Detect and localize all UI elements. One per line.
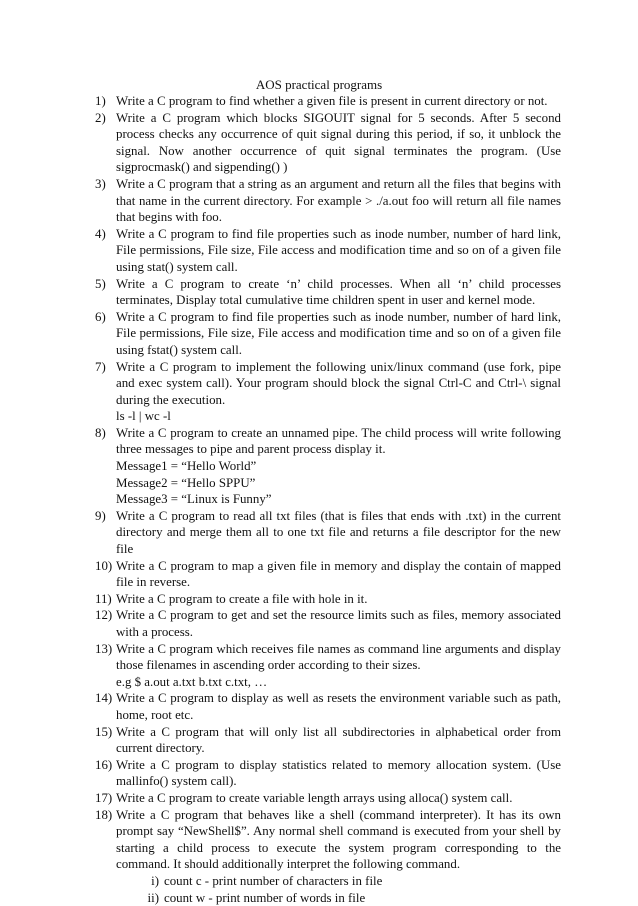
item-text: Write a C program to get and set the resource limits such as files, memory associated with a process. — [116, 607, 561, 640]
item-text: Write a C program to find whether a given file is present in current directory or not. — [116, 93, 561, 110]
item-body — [116, 757, 561, 790]
sub-list-item — [138, 873, 561, 890]
item-number: 11) — [95, 591, 116, 608]
item-number: 16) — [95, 757, 116, 790]
list-item — [95, 425, 561, 508]
item-body — [116, 309, 561, 359]
item-number: 4) — [95, 226, 116, 276]
item-text: Write a C program that a string as an argument and return all the files that begins with that name in the current directory. For example > ./a.out foo will return all file names that begins with foo. — [116, 176, 561, 226]
item-text: Write a C program to map a given file in memory and display the contain of mapped file in reverse. — [116, 558, 561, 591]
list-item — [95, 309, 561, 359]
item-body — [116, 724, 561, 757]
item-body — [116, 425, 561, 508]
item-body — [116, 641, 561, 691]
item-example-line: Message3 = “Linux is Funny” — [116, 491, 561, 508]
item-number: 12) — [95, 607, 116, 640]
list-item — [95, 690, 561, 723]
item-body — [116, 359, 561, 425]
item-text: Write a C program to find file properties such as inode number, number of hard link, File permissions, File size, File access and modification time and so on of a given file using fstat() system call. — [116, 309, 561, 359]
list-item — [95, 607, 561, 640]
item-text: Write a C program to read all txt files (that is files that ends with .txt) in the current directory and merge them all to one txt file and returns a file descriptor for the new file — [116, 508, 561, 558]
item-text: Write a C program to create ‘n’ child processes. When all ‘n’ child processes terminates, Display total cumulative time children spent in user and kernel mode. — [116, 276, 561, 309]
list-item — [95, 641, 561, 691]
item-text: Write a C program to create a file with hole in it. — [116, 591, 561, 608]
item-body — [116, 807, 561, 906]
item-body — [116, 176, 561, 226]
sub-item-number: ii) — [138, 890, 164, 906]
item-text: Write a C program to display as well as resets the environment variable such as path, home, root etc. — [116, 690, 561, 723]
sub-item-text: count w - print number of words in file — [164, 890, 561, 906]
list-item — [95, 724, 561, 757]
list-item — [95, 508, 561, 558]
item-body — [116, 93, 561, 110]
item-number: 5) — [95, 276, 116, 309]
item-text: Write a C program that will only list all subdirectories in alphabetical order from current directory. — [116, 724, 561, 757]
item-text: Write a C program to create variable length arrays using alloca() system call. — [116, 790, 561, 807]
item-number: 18) — [95, 807, 116, 906]
list-item — [95, 591, 561, 608]
item-text: Write a C program which blocks SIGOUIT signal for 5 seconds. After 5 second process checks any occurrence of quit signal during this period, if so, it unblock the signal. Now another occurrence of quit signal terminates the program. (Use sigprocmask() and sigpending() ) — [116, 110, 561, 176]
item-body — [116, 607, 561, 640]
program-list — [95, 93, 561, 906]
item-number: 9) — [95, 508, 116, 558]
item-text: Write a C program to implement the following unix/linux command (use fork, pipe and exec system call). Your program should block the signal Ctrl-C and Ctrl-\ signal during the execution. — [116, 359, 561, 409]
sub-item-text: count c - print number of characters in file — [164, 873, 561, 890]
item-body — [116, 110, 561, 176]
list-item — [95, 558, 561, 591]
item-number: 17) — [95, 790, 116, 807]
item-body — [116, 508, 561, 558]
item-number: 1) — [95, 93, 116, 110]
item-number: 8) — [95, 425, 116, 508]
item-text: Write a C program to display statistics related to memory allocation system. (Use mallinfo() system call). — [116, 757, 561, 790]
item-example-line: Message1 = “Hello World” — [116, 458, 561, 475]
item-number: 7) — [95, 359, 116, 425]
sub-list-item — [138, 890, 561, 906]
item-number: 13) — [95, 641, 116, 691]
list-item — [95, 757, 561, 790]
item-text: Write a C program to find file properties such as inode number, number of hard link, File permissions, File size, File access and modification time and so on of a given file using stat() system call. — [116, 226, 561, 276]
item-text: Write a C program to create an unnamed pipe. The child process will write following three messages to pipe and parent process display it. — [116, 425, 561, 458]
item-body — [116, 276, 561, 309]
document-title: AOS practical programs — [0, 77, 638, 93]
list-item — [95, 790, 561, 807]
item-example-line: e.g $ a.out a.txt b.txt c.txt, … — [116, 674, 561, 691]
item-example-line: Message2 = “Hello SPPU” — [116, 475, 561, 492]
item-text: Write a C program which receives file names as command line arguments and display those filenames in ascending order according to their sizes. — [116, 641, 561, 674]
item-body — [116, 591, 561, 608]
list-item — [95, 226, 561, 276]
item-text: Write a C program that behaves like a shell (command interpreter). It has its own prompt say “NewShell$”. Any normal shell command is executed from your shell by starting a child process to execute the system program corresponding to the command. It should additionally interpret the following command. — [116, 807, 561, 873]
list-item — [95, 176, 561, 226]
list-item — [95, 276, 561, 309]
item-body — [116, 226, 561, 276]
list-item — [95, 93, 561, 110]
item-body — [116, 558, 561, 591]
item-number: 6) — [95, 309, 116, 359]
item-number: 15) — [95, 724, 116, 757]
list-item — [95, 359, 561, 425]
item-body — [116, 790, 561, 807]
item-number: 14) — [95, 690, 116, 723]
item-body — [116, 690, 561, 723]
list-item — [95, 110, 561, 176]
item-number: 3) — [95, 176, 116, 226]
list-item — [95, 807, 561, 906]
sub-item-number: i) — [138, 873, 164, 890]
item-number: 10) — [95, 558, 116, 591]
item-number: 2) — [95, 110, 116, 176]
item-example-line: ls -l | wc -l — [116, 408, 561, 425]
sub-list — [116, 873, 561, 906]
